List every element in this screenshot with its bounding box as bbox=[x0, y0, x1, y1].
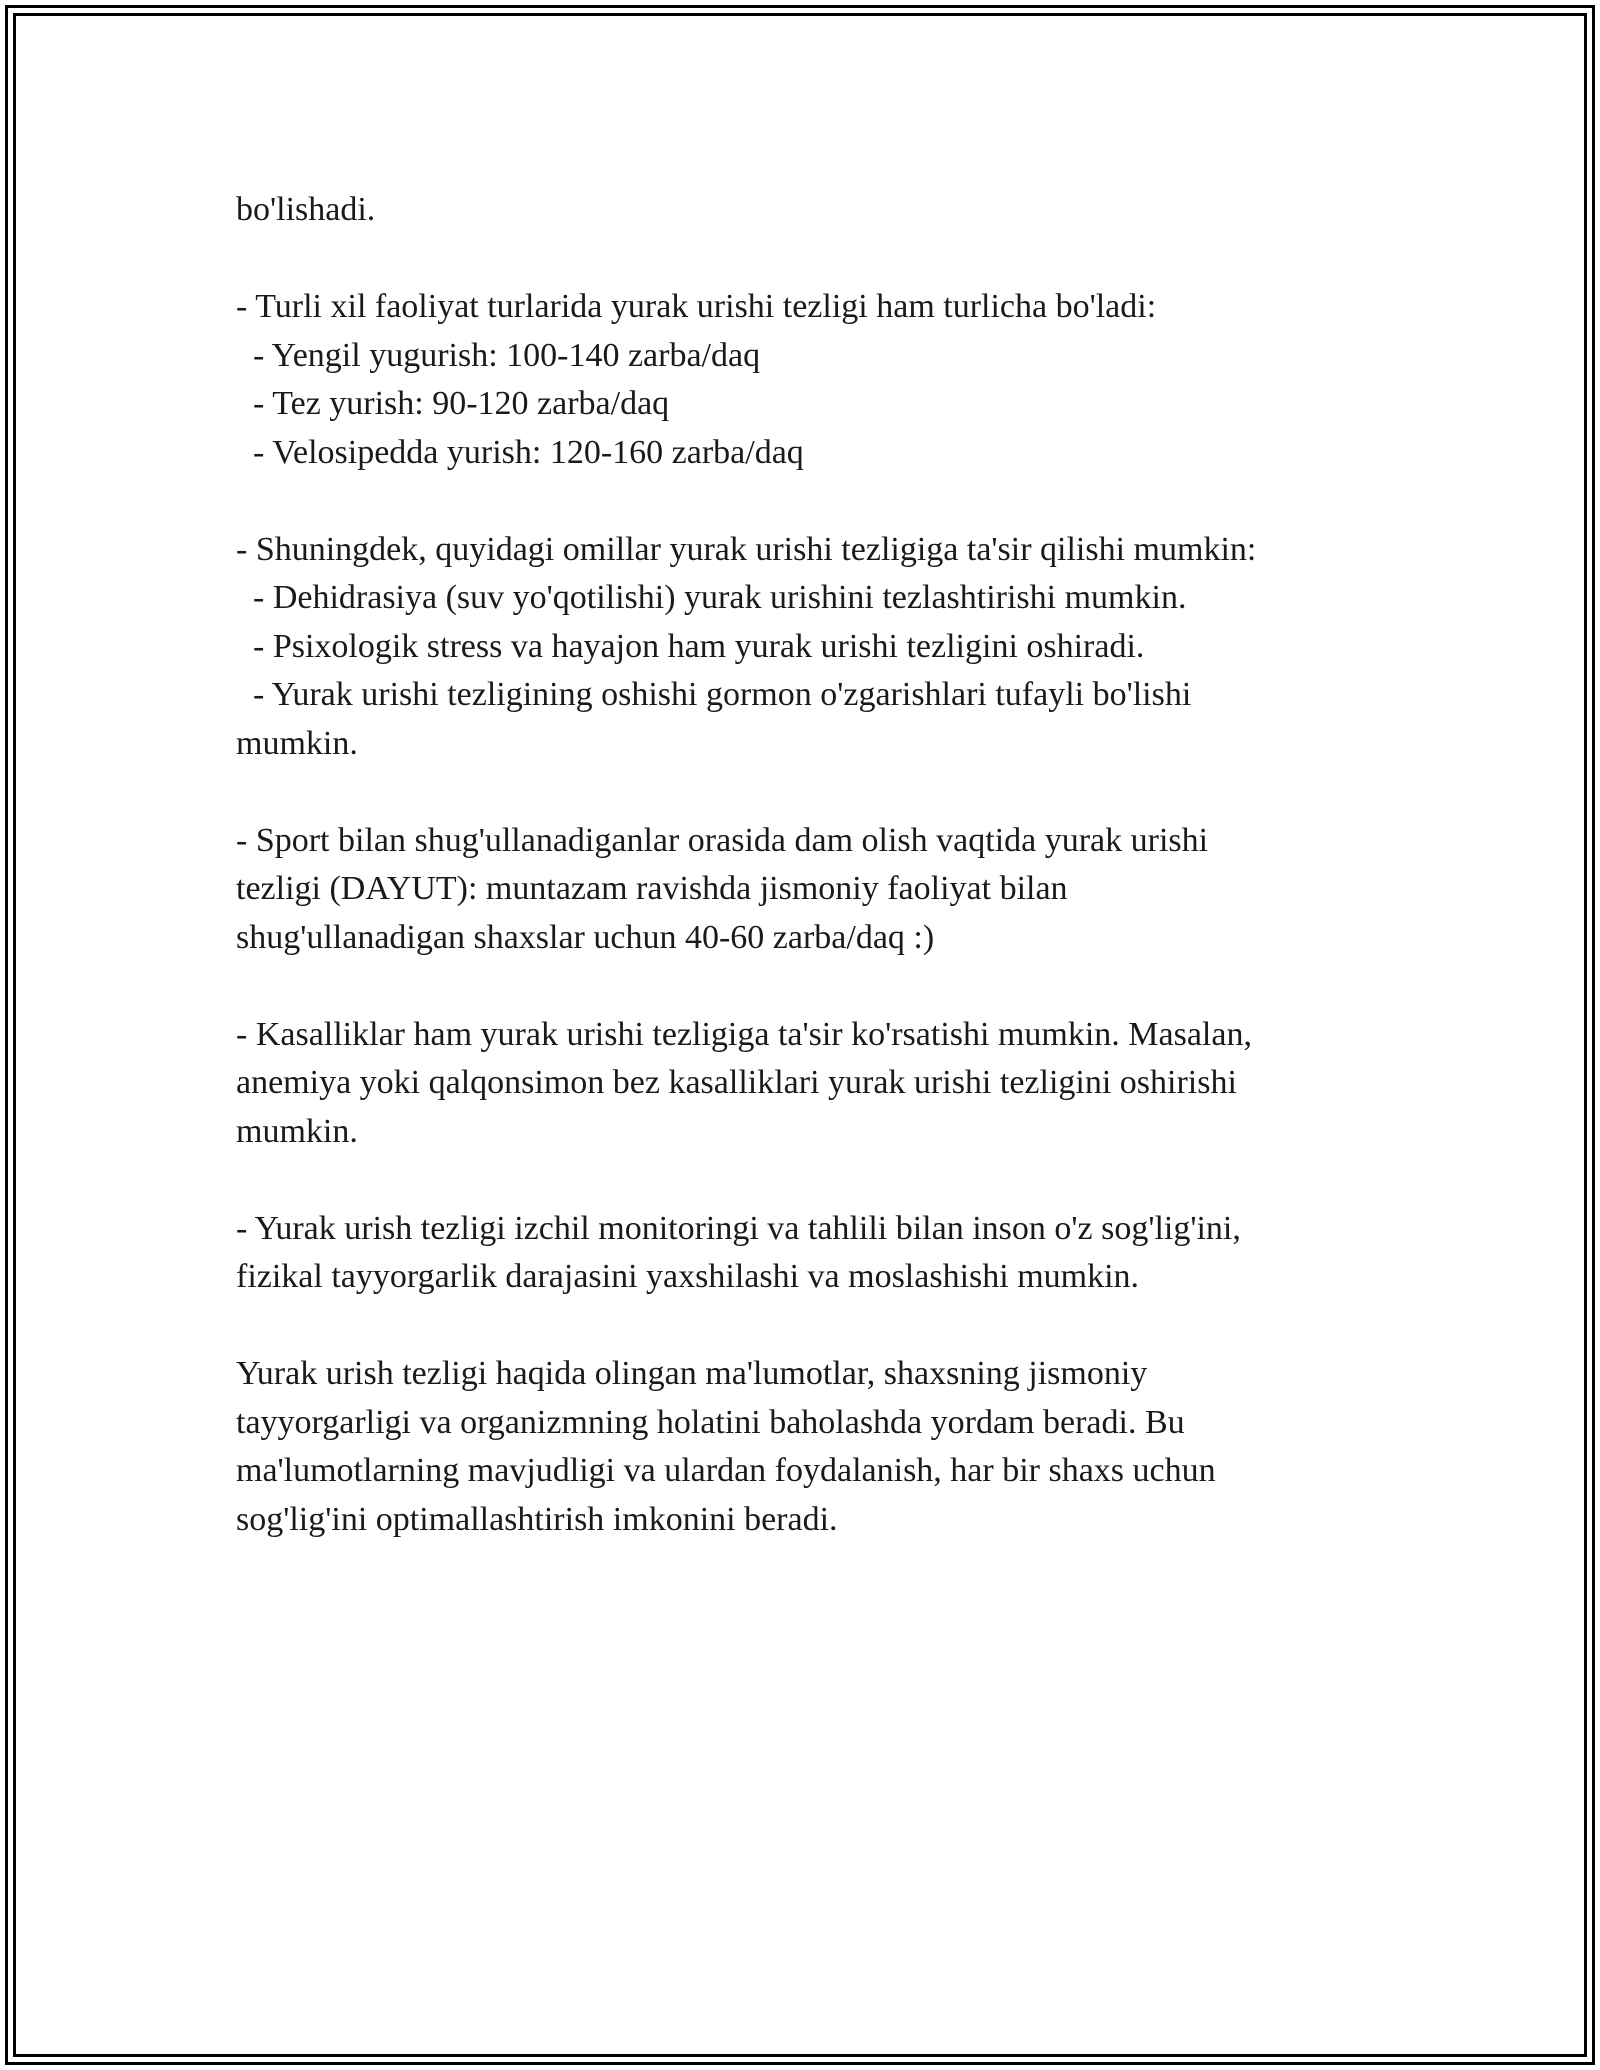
text-line: bo'lishadi. bbox=[236, 191, 376, 228]
text-line: - Yurak urish tezligi izchil monitoringi va tahlili bilan inson o'z sog'lig'ini, bbox=[236, 1209, 1241, 1247]
text-line: ma'lumotlarning mavjudligi va ulardan foydalanish, har bir shaxs uchun bbox=[236, 1452, 1216, 1489]
text-line: shug'ullanadigan shaxslar uchun 40-60 zarba/daq :) bbox=[236, 918, 935, 956]
blank-line bbox=[236, 1156, 1376, 1205]
text-line: tezligi (DAYUT): muntazam ravishda jismoniy faoliyat bilan bbox=[236, 870, 1068, 907]
text-line: - Sport bilan shug'ullanadiganlar orasida dam olish vaqtida yurak urishi bbox=[236, 821, 1209, 859]
text-line: anemiya yoki qalqonsimon bez kasalliklari yurak urishi tezligini oshirishi bbox=[236, 1064, 1237, 1101]
text-line: tayyorgarligi va organizmning holatini baholashda yordam beradi. Bu bbox=[236, 1403, 1185, 1441]
blank-line bbox=[236, 235, 1376, 284]
text-line: mumkin. bbox=[236, 724, 358, 762]
blank-line bbox=[236, 1302, 1376, 1351]
text-line: Yurak urish tezligi haqida olingan ma'lumotlar, shaxsning jismoniy bbox=[236, 1355, 1148, 1392]
blank-line bbox=[236, 768, 1376, 817]
blank-line bbox=[236, 962, 1376, 1011]
document-body bbox=[236, 186, 1376, 1544]
text-line: - Shuningdek, quyidagi omillar yurak urishi tezligiga ta'sir qilishi mumkin: bbox=[236, 530, 1257, 568]
text-line: - Yurak urishi tezligining oshishi gormon o'zgarishlari tufayli bo'lishi bbox=[236, 676, 1192, 713]
text-line: sog'lig'ini optimallashtirish imkonini beradi. bbox=[236, 1500, 838, 1538]
text-line: - Psixologik stress va hayajon ham yurak urishi tezligini oshiradi. bbox=[236, 627, 1145, 665]
text-line: mumkin. bbox=[236, 1112, 358, 1150]
text-line: - Yengil yugurish: 100-140 zarba/daq bbox=[236, 336, 761, 374]
text-line: fizikal tayyorgarlik darajasini yaxshilashi va moslashishi mumkin. bbox=[236, 1258, 1140, 1295]
text-line: - Kasalliklar ham yurak urishi tezligiga ta'sir ko'rsatishi mumkin. Masalan, bbox=[236, 1015, 1252, 1053]
text-line: - Tez yurish: 90-120 zarba/daq bbox=[236, 385, 670, 422]
blank-line bbox=[236, 477, 1376, 526]
text-line: - Dehidrasiya (suv yo'qotilishi) yurak urishini tezlashtirishi mumkin. bbox=[236, 579, 1187, 616]
text-line: - Velosipedda yurish: 120-160 zarba/daq bbox=[236, 433, 804, 471]
text-line: - Turli xil faoliyat turlarida yurak urishi tezligi ham turlicha bo'ladi: bbox=[236, 288, 1157, 325]
